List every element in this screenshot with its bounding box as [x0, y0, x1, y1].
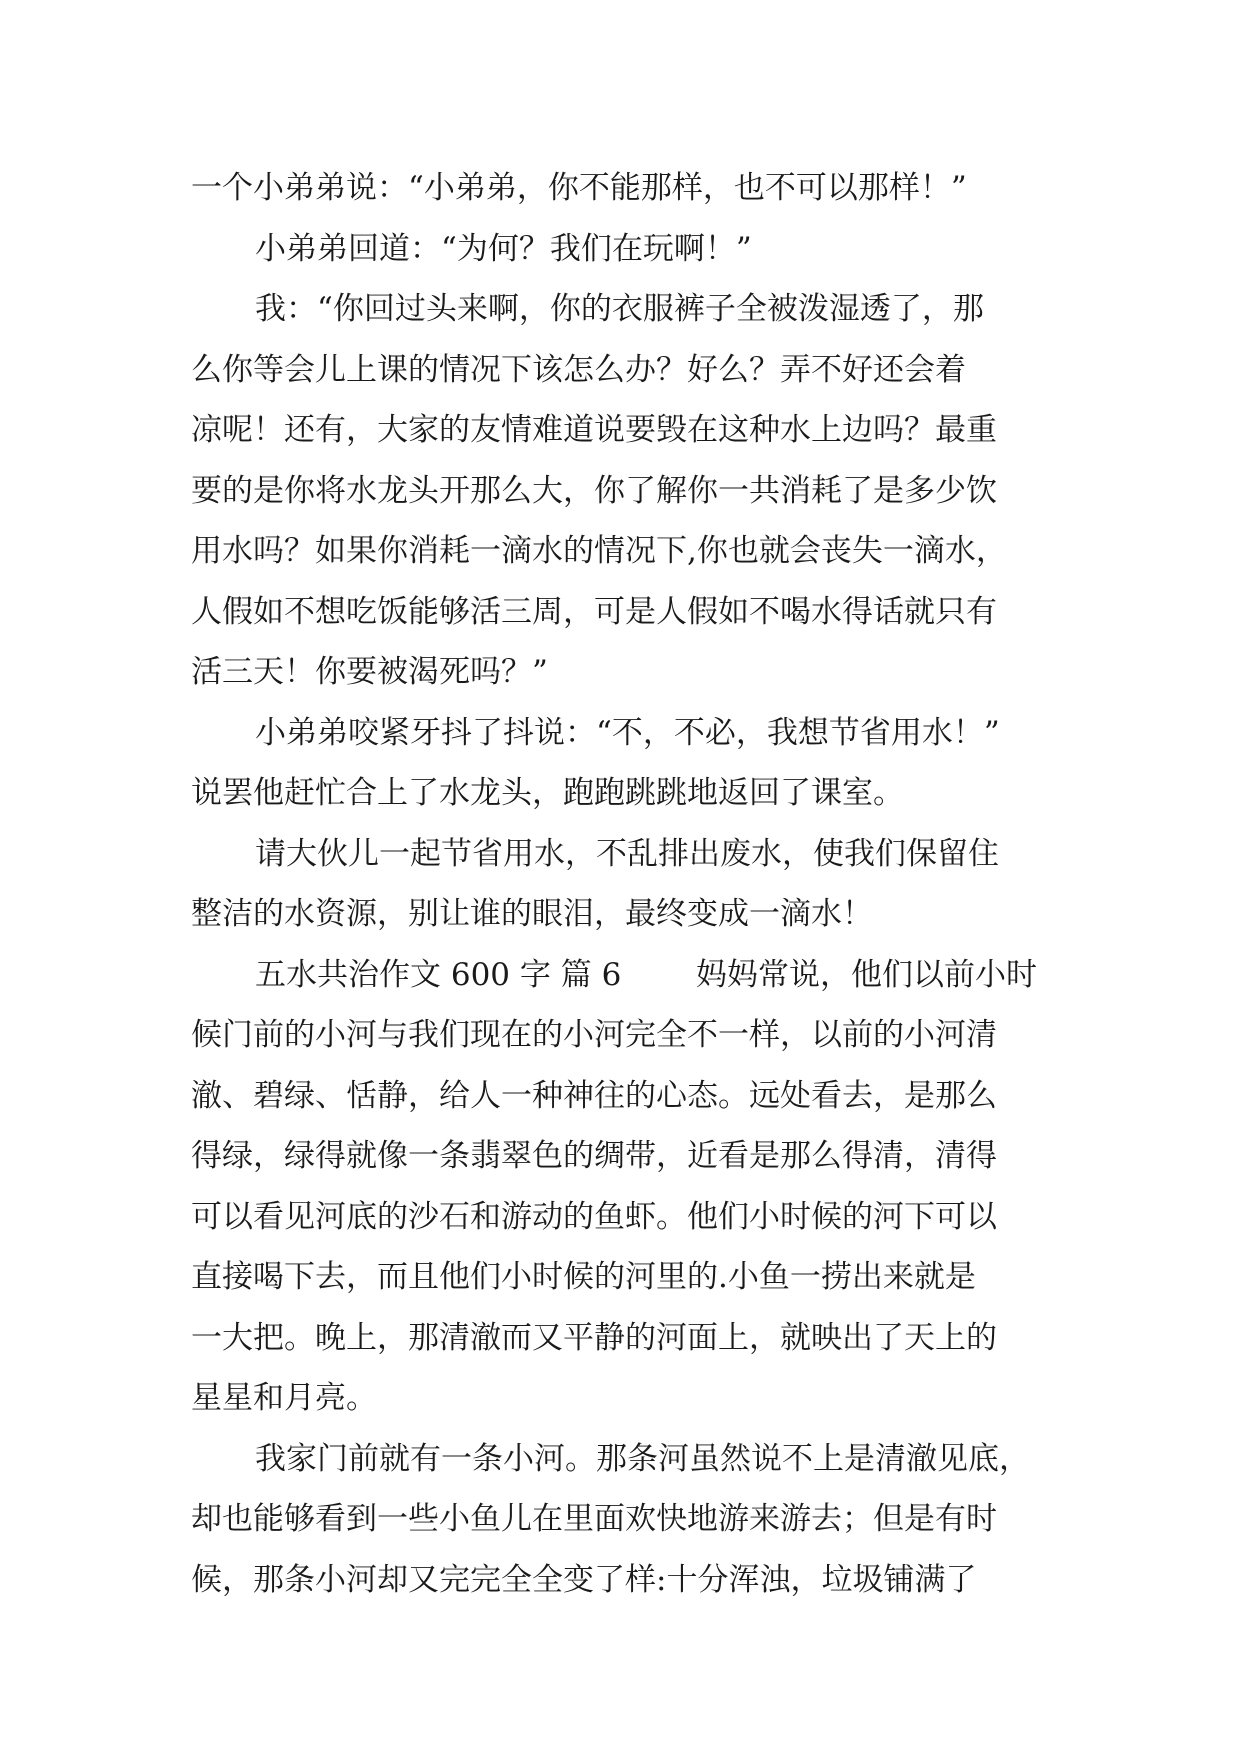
text-line: 直接喝下去，而且他们小时候的河里的.小鱼一捞出来就是 [191, 1259, 976, 1295]
text-line: 说罢他赶忙合上了水龙头，跑跑跳跳地返回了课室。 [191, 775, 904, 811]
section-heading-title: 五水共治作文 600 字 [255, 956, 551, 993]
text-line: 整洁的水资源，别让谁的眼泪，最终变成一滴水！ [191, 896, 873, 932]
text-line: 小弟弟咬紧牙抖了抖说：“不，不必，我想节省用水！” [255, 714, 1000, 751]
body-text [191, 158, 1051, 1610]
section-first-text: 妈妈常说，他们以前小时 [696, 956, 1038, 993]
text-line: 候，那条小河却又完完全全变了样:十分浑浊，垃圾铺满了 [191, 1561, 977, 1598]
text-line: 一个小弟弟说：“小弟弟，你不能那样，也不可以那样！” [191, 170, 967, 206]
text-line: 么你等会儿上课的情况下该怎么办？好么？弄不好还会着 [191, 351, 966, 388]
text-line: 活三天！你要被渴死吗？” [191, 654, 548, 690]
text-line: 澈、碧绿、恬静，给人一种神往的心态。远处看去，是那么 [191, 1077, 997, 1114]
text-line: 得绿，绿得就像一条翡翠色的绸带，近看是那么得清，清得 [191, 1138, 997, 1174]
section-heading-line [191, 945, 1051, 1006]
text-line: 请大伙儿一起节省用水，不乱排出废水，使我们保留住 [255, 835, 999, 872]
text-line: 一大把。晚上，那清澈而又平静的河面上，就映出了天上的 [191, 1319, 997, 1356]
text-line: 我：“你回过头来啊，你的衣服裤子全被泼湿透了，那 [255, 291, 984, 327]
text-line: 人假如不想吃饭能够活三周，可是人假如不喝水得话就只有 [191, 593, 997, 630]
text-line: 凉呢！还有，大家的友情难道说要毁在这种水上边吗？最重 [191, 412, 997, 448]
text-line: 我家门前就有一条小河。那条河虽然说不上是清澈见底， [255, 1440, 1030, 1477]
text-line: 用水吗？如果你消耗一滴水的情况下,你也就会丧失一滴水， [191, 533, 1007, 569]
text-line: 可以看见河底的沙石和游动的鱼虾。他们小时候的河下可以 [191, 1198, 997, 1235]
text-line: 星星和月亮。 [191, 1380, 377, 1416]
section-heading-number: 篇 6 [560, 956, 622, 993]
text-line: 小弟弟回道：“为何？我们在玩啊！” [255, 230, 752, 267]
text-line: 要的是你将水龙头开那么大，你了解你一共消耗了是多少饮 [191, 472, 997, 509]
text-line: 候门前的小河与我们现在的小河完全不一样，以前的小河清 [191, 1017, 997, 1053]
text-line: 却也能够看到一些小鱼儿在里面欢快地游来游去；但是有时 [191, 1501, 997, 1537]
